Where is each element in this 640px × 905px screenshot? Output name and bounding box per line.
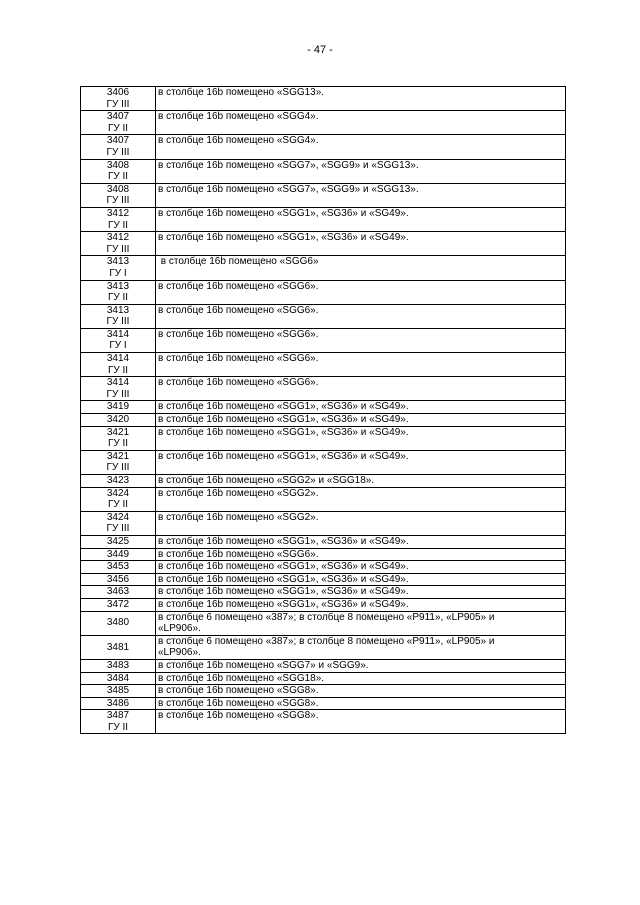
code-number: 3472 — [106, 598, 130, 610]
amendment-text: в столбце 16b помещено «SGG1», «SG36» и «SG49». — [158, 573, 409, 585]
code-number: 3413 — [106, 280, 130, 292]
code-subgroup: ГУ II — [107, 171, 129, 183]
code-cell — [81, 280, 156, 304]
code-subgroup: ГУ III — [106, 195, 130, 207]
table-row — [81, 135, 566, 159]
table-row — [81, 487, 566, 511]
table-row — [81, 586, 566, 599]
code-number: 3486 — [106, 697, 130, 709]
amendment-text: в столбце 16b помещено «SGG1», «SG36» и «SG49». — [158, 450, 409, 462]
amendment-cell — [156, 183, 566, 207]
code-subgroup: ГУ III — [106, 316, 130, 328]
code-cell — [81, 475, 156, 488]
code-cell — [81, 377, 156, 401]
table-row — [81, 475, 566, 488]
code-number: 3487 — [106, 710, 130, 722]
table-row — [81, 611, 566, 635]
amendment-text: в столбце 16b помещено «SGG7» и «SGG9». — [158, 659, 369, 671]
amendment-text: в столбце 16b помещено «SGG1», «SG36» и «SG49». — [158, 414, 409, 426]
amendment-text: в столбце 16b помещено «SGG13». — [158, 87, 325, 98]
code-cell — [81, 414, 156, 427]
amendment-cell — [156, 573, 566, 586]
amendment-cell — [156, 280, 566, 304]
amendment-text: в столбце 16b помещено «SGG2». — [158, 487, 319, 499]
code-cell — [81, 183, 156, 207]
amendment-cell — [156, 426, 566, 450]
code-cell — [81, 450, 156, 474]
amendment-text: в столбце 16b помещено «SGG2» и «SGG18». — [158, 475, 375, 486]
table-row — [81, 304, 566, 328]
code-number: 3421 — [106, 426, 130, 438]
amendment-cell — [156, 511, 566, 535]
code-subgroup: ГУ II — [107, 499, 129, 511]
code-cell — [81, 697, 156, 710]
amendment-text: в столбце 16b помещено «SGG1», «SG36» и «SG49». — [158, 586, 409, 598]
table-row — [81, 207, 566, 231]
code-subgroup: ГУ I — [109, 267, 127, 279]
code-number: 3406 — [106, 87, 130, 98]
amendment-cell — [156, 159, 566, 183]
amendment-cell — [156, 401, 566, 414]
amendment-cell — [156, 611, 566, 635]
code-cell — [81, 548, 156, 561]
amendment-text: в столбце 16b помещено «SGG7», «SGG9» и «SGG13». — [158, 159, 419, 171]
code-subgroup: ГУ II — [107, 721, 129, 733]
code-cell — [81, 111, 156, 135]
code-subgroup: ГУ III — [106, 523, 130, 535]
table-row — [81, 511, 566, 535]
table-row — [81, 635, 566, 659]
code-cell — [81, 511, 156, 535]
code-subgroup: ГУ I — [109, 340, 127, 352]
code-cell — [81, 586, 156, 599]
code-number: 3463 — [106, 586, 130, 598]
code-number: 3424 — [106, 511, 130, 523]
code-cell — [81, 611, 156, 635]
code-subgroup: ГУ III — [106, 243, 130, 255]
code-cell — [81, 353, 156, 377]
code-subgroup: ГУ II — [107, 122, 129, 134]
code-cell — [81, 535, 156, 548]
amendment-text: в столбце 16b помещено «SGG1», «SG36» и «SG49». — [158, 401, 409, 413]
code-cell — [81, 672, 156, 685]
table-row — [81, 697, 566, 710]
code-cell — [81, 685, 156, 698]
amendment-text: в столбце 16b помещено «SGG1», «SG36» и «SG49». — [158, 535, 409, 547]
table-row — [81, 561, 566, 574]
table-row — [81, 548, 566, 561]
code-number: 3412 — [106, 232, 130, 244]
amendment-text: в столбце 16b помещено «SGG6». — [158, 280, 319, 292]
amendment-cell — [156, 586, 566, 599]
code-number: 3421 — [106, 450, 130, 462]
amendment-text: в столбце 16b помещено «SGG8». — [158, 697, 319, 709]
code-number: 3423 — [106, 475, 130, 486]
amendment-cell — [156, 87, 566, 111]
table-row — [81, 377, 566, 401]
table-row — [81, 183, 566, 207]
code-subgroup: ГУ II — [107, 292, 129, 304]
table-row — [81, 414, 566, 427]
code-cell — [81, 328, 156, 352]
amendment-cell — [156, 450, 566, 474]
amendment-cell — [156, 635, 566, 659]
code-cell — [81, 710, 156, 734]
code-number: 3413 — [106, 256, 130, 268]
amendment-cell — [156, 414, 566, 427]
amendment-cell — [156, 487, 566, 511]
code-number: 3407 — [106, 111, 130, 123]
table-row — [81, 232, 566, 256]
table-row — [81, 159, 566, 183]
table-row — [81, 280, 566, 304]
code-number: 3485 — [106, 685, 130, 697]
code-cell — [81, 659, 156, 672]
amendment-cell — [156, 697, 566, 710]
code-number: 3414 — [106, 377, 130, 389]
table-row — [81, 573, 566, 586]
code-number: 3412 — [106, 207, 130, 219]
amendment-text: в столбце 16b помещено «SGG4». — [158, 135, 319, 147]
table-row — [81, 328, 566, 352]
code-number: 3408 — [106, 183, 130, 195]
code-subgroup: ГУ II — [107, 364, 129, 376]
code-cell — [81, 561, 156, 574]
table-row — [81, 450, 566, 474]
code-cell — [81, 598, 156, 611]
amendment-cell — [156, 710, 566, 734]
amendment-cell — [156, 598, 566, 611]
code-number: 3453 — [106, 561, 130, 573]
amendment-text: в столбце 16b помещено «SGG1», «SG36» и «SG49». — [158, 207, 409, 219]
amendment-text: в столбце 6 помещено «387»; в столбце 8 помещено «P911», «LP905» и — [158, 611, 495, 623]
code-cell — [81, 207, 156, 231]
amendment-text: в столбце 16b помещено «SGG6». — [158, 328, 319, 340]
code-cell — [81, 304, 156, 328]
code-subgroup: ГУ II — [107, 438, 129, 450]
code-number: 3419 — [106, 401, 130, 413]
amendment-text: в столбце 16b помещено «SGG18». — [158, 672, 325, 684]
amendment-text: в столбце 16b помещено «SGG1», «SG36» и «SG49». — [158, 561, 409, 573]
code-cell — [81, 256, 156, 280]
code-cell — [81, 426, 156, 450]
table-row — [81, 256, 566, 280]
amendment-cell — [156, 685, 566, 698]
code-number: 3413 — [106, 304, 130, 316]
amendment-cell — [156, 377, 566, 401]
code-subgroup: ГУ III — [106, 462, 130, 474]
code-cell — [81, 135, 156, 159]
amendment-cell — [156, 672, 566, 685]
amendment-text: в столбце 16b помещено «SGG1», «SG36» и «SG49». — [158, 426, 409, 438]
table-row — [81, 710, 566, 734]
amendment-text: в столбце 16b помещено «SGG1», «SG36» и «SG49». — [158, 598, 409, 610]
table-row — [81, 401, 566, 414]
amendment-text: в столбце 16b помещено «SGG6». — [158, 304, 319, 316]
code-cell — [81, 487, 156, 511]
amendment-text-continued: «LP906». — [158, 623, 201, 635]
amendment-text: в столбце 16b помещено «SGG6». — [158, 377, 319, 389]
amendment-cell — [156, 135, 566, 159]
table-row — [81, 426, 566, 450]
code-number: 3480 — [106, 617, 130, 629]
amendment-cell — [156, 304, 566, 328]
amendment-cell — [156, 232, 566, 256]
code-number: 3407 — [106, 135, 130, 147]
table-row — [81, 659, 566, 672]
amendment-cell — [156, 659, 566, 672]
code-number: 3425 — [106, 535, 130, 547]
code-cell — [81, 401, 156, 414]
code-number: 3484 — [106, 672, 130, 684]
amendment-text: в столбце 16b помещено «SGG8». — [158, 685, 319, 697]
amendment-cell — [156, 475, 566, 488]
amendment-cell — [156, 561, 566, 574]
code-number: 3456 — [106, 573, 130, 585]
table-row — [81, 535, 566, 548]
amendments-table — [80, 86, 566, 734]
amendment-text: в столбце 16b помещено «SGG4». — [158, 111, 319, 123]
amendment-text: в столбце 16b помещено «SGG6». — [158, 353, 319, 365]
amendment-text: в столбце 16b помещено «SGG1», «SG36» и «SG49». — [158, 232, 409, 244]
amendment-text: в столбце 16b помещено «SGG6» — [158, 256, 319, 268]
amendment-text: в столбце 16b помещено «SGG7», «SGG9» и «SGG13». — [158, 183, 419, 195]
table-row — [81, 111, 566, 135]
code-cell — [81, 573, 156, 586]
table-row — [81, 672, 566, 685]
table-body — [81, 87, 566, 734]
amendment-cell — [156, 548, 566, 561]
code-number: 3408 — [106, 159, 130, 171]
amendment-text: в столбце 16b помещено «SGG6». — [158, 548, 319, 560]
code-number: 3414 — [106, 328, 130, 340]
table-row — [81, 87, 566, 111]
code-cell — [81, 635, 156, 659]
amendment-text: в столбце 16b помещено «SGG8». — [158, 710, 319, 722]
code-number: 3420 — [106, 414, 130, 426]
amendment-cell — [156, 256, 566, 280]
code-number: 3424 — [106, 487, 130, 499]
code-cell — [81, 232, 156, 256]
amendment-cell — [156, 353, 566, 377]
amendment-text: в столбце 16b помещено «SGG2». — [158, 511, 319, 523]
code-cell — [81, 87, 156, 111]
code-subgroup: ГУ III — [106, 388, 130, 400]
page-number: - 47 - — [307, 44, 333, 56]
code-subgroup: ГУ III — [106, 146, 130, 158]
amendment-text-continued: «LP906». — [158, 647, 201, 659]
amendment-cell — [156, 111, 566, 135]
code-number: 3481 — [106, 641, 130, 653]
code-subgroup: ГУ III — [106, 98, 130, 110]
amendment-text: в столбце 6 помещено «387»; в столбце 8 помещено «P911», «LP905» и — [158, 635, 495, 647]
amendment-cell — [156, 207, 566, 231]
code-number: 3414 — [106, 353, 130, 365]
table-row — [81, 685, 566, 698]
code-number: 3449 — [106, 548, 130, 560]
table-row — [81, 598, 566, 611]
code-number: 3483 — [106, 659, 130, 671]
code-subgroup: ГУ II — [107, 219, 129, 231]
code-cell — [81, 159, 156, 183]
amendment-cell — [156, 535, 566, 548]
table-row — [81, 353, 566, 377]
amendment-cell — [156, 328, 566, 352]
